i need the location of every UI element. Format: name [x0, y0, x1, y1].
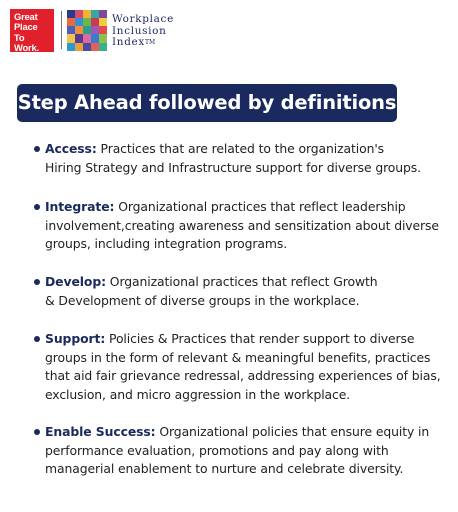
definition-text: Practices that are related to the organization's — [96, 141, 385, 156]
definition-line: groups in the form of relevant & meaningful benefits, practices — [45, 349, 431, 365]
definition-item-access — [45, 140, 458, 177]
definition-line — [45, 140, 458, 159]
page-title: Step Ahead followed by definitions — [17, 84, 397, 122]
definition-line — [45, 423, 458, 442]
wordmark-line-text: Index — [112, 36, 145, 49]
definition-item-develop — [45, 273, 458, 310]
great-place-to-work-logo — [10, 9, 54, 52]
bullet-icon — [34, 429, 40, 435]
definition-term: Develop: — [45, 274, 106, 289]
wordmark-line: Inclusion — [112, 24, 167, 37]
definition-line: groups, including integration programs. — [45, 236, 288, 251]
definition-line: & Development of diverse groups in the workplace. — [45, 292, 360, 308]
definition-text: Policies & Practices that render support to diverse — [105, 331, 415, 346]
definition-item-integrate — [45, 198, 458, 254]
bullet-icon — [34, 336, 40, 342]
definition-line: Hiring Strategy and Infrastructure support for diverse groups. — [45, 159, 421, 175]
definition-term: Support: — [45, 331, 106, 346]
definition-text: Organizational policies that ensure equity in — [155, 424, 430, 439]
definition-line: performance evaluation, promotions and pay along with — [45, 442, 389, 458]
gptw-logo-line: Great — [14, 11, 38, 22]
wordmark-line — [112, 37, 174, 49]
gptw-logo-line: Work. — [14, 42, 39, 54]
bullet-icon — [34, 204, 40, 210]
definition-line — [45, 273, 458, 292]
gptw-logo-line: Place — [14, 21, 38, 33]
definition-term: Access: — [45, 141, 97, 156]
workplace-inclusion-index-wordmark — [112, 14, 174, 49]
definition-line — [45, 330, 458, 349]
definition-line: that aid fair grievance redressal, addressing experiences of bias, — [45, 368, 441, 383]
definition-line: involvement,creating awareness and sensitization about diverse — [45, 217, 439, 233]
gptw-logo-line: To — [14, 31, 25, 43]
definition-line: managerial enablement to nurture and celebrate diversity. — [45, 461, 404, 476]
definition-text: Organizational practices that reflect leadership — [114, 199, 406, 214]
definition-item-enable-success — [45, 423, 458, 479]
trademark-mark: TM — [144, 39, 156, 47]
bullet-icon — [34, 279, 40, 285]
workplace-inclusion-index-mosaic-icon — [67, 10, 107, 51]
definition-term: Integrate: — [45, 199, 115, 214]
definition-item-support — [45, 330, 458, 404]
definition-line — [45, 198, 458, 217]
definition-line: exclusion, and micro aggression in the workplace. — [45, 386, 351, 402]
definition-term: Enable Success: — [45, 424, 156, 439]
wordmark-line: Workplace — [112, 13, 174, 25]
bullet-icon — [34, 146, 40, 152]
logo-divider — [61, 11, 62, 49]
definition-text: Organizational practices that reflect Growth — [105, 274, 378, 289]
